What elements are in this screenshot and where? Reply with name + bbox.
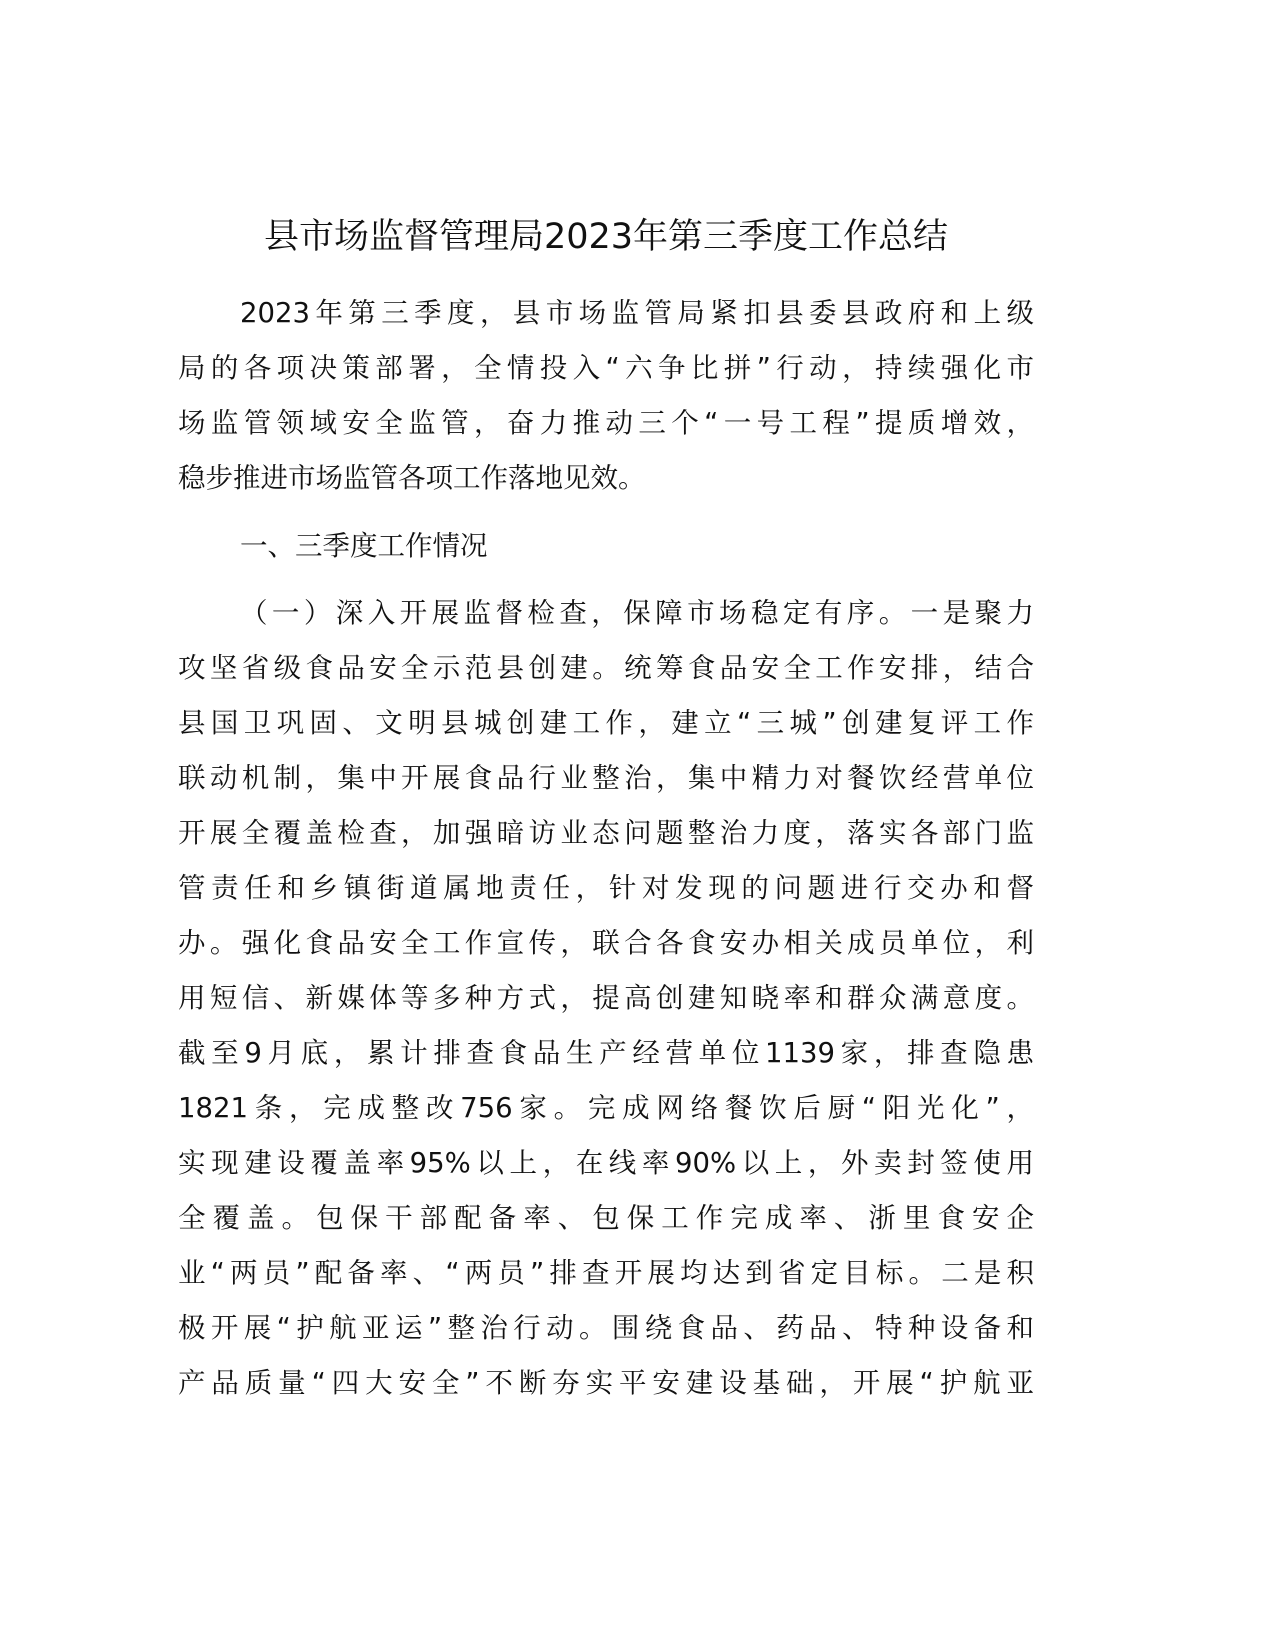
intro-line-4: 稳步推进市场监管各项工作落地见效。 xyxy=(178,462,646,494)
body-line: （一）深入开展监督检查，保障市场稳定有序。一是聚力 xyxy=(240,597,1034,629)
intro-line-2: 局的各项决策部署，全情投入“六争比拼”行动，持续强化市 xyxy=(178,352,1034,384)
body-line: 业“两员”配备率、“两员”排查开展均达到省定目标。二是积 xyxy=(178,1257,1034,1289)
body-line: 用短信、新媒体等多种方式，提高创建知晓率和群众满意度。 xyxy=(178,982,1034,1014)
body-line: 产品质量“四大安全”不断夯实平安建设基础，开展“护航亚 xyxy=(178,1367,1034,1399)
body-line: 联动机制，集中开展食品行业整治，集中精力对餐饮经营单位 xyxy=(178,762,1034,794)
body-line: 开展全覆盖检查，加强暗访业态问题整治力度，落实各部门监 xyxy=(178,817,1034,849)
body-line: 全覆盖。包保干部配备率、包保工作完成率、浙里食安企 xyxy=(178,1202,1034,1234)
body-line: 攻坚省级食品安全示范县创建。统筹食品安全工作安排，结合 xyxy=(178,652,1034,684)
body-line: 办。强化食品安全工作宣传，联合各食安办相关成员单位，利 xyxy=(178,927,1034,959)
intro-line-1: 2023年第三季度，县市场监管局紧扣县委县政府和上级 xyxy=(240,297,1034,329)
body-line: 实现建设覆盖率95%以上，在线率90%以上，外卖封签使用 xyxy=(178,1147,1034,1179)
body-line: 管责任和乡镇街道属地责任，针对发现的问题进行交办和督 xyxy=(178,872,1034,904)
intro-line-3: 场监管领域安全监管，奋力推动三个“一号工程”提质增效， xyxy=(178,407,1034,439)
document-title: 县市场监督管理局2023年第三季度工作总结 xyxy=(263,217,949,257)
body-line: 县国卫巩固、文明县城创建工作，建立“三城”创建复评工作 xyxy=(178,707,1034,739)
body-line: 截至9月底，累计排查食品生产经营单位1139家，排查隐患 xyxy=(178,1037,1034,1069)
section-heading: 一、三季度工作情况 xyxy=(240,530,488,562)
body-line: 1821条，完成整改756家。完成网络餐饮后厨“阳光化”， xyxy=(178,1092,1034,1124)
body-line: 极开展“护航亚运”整治行动。围绕食品、药品、特种设备和 xyxy=(178,1312,1034,1344)
